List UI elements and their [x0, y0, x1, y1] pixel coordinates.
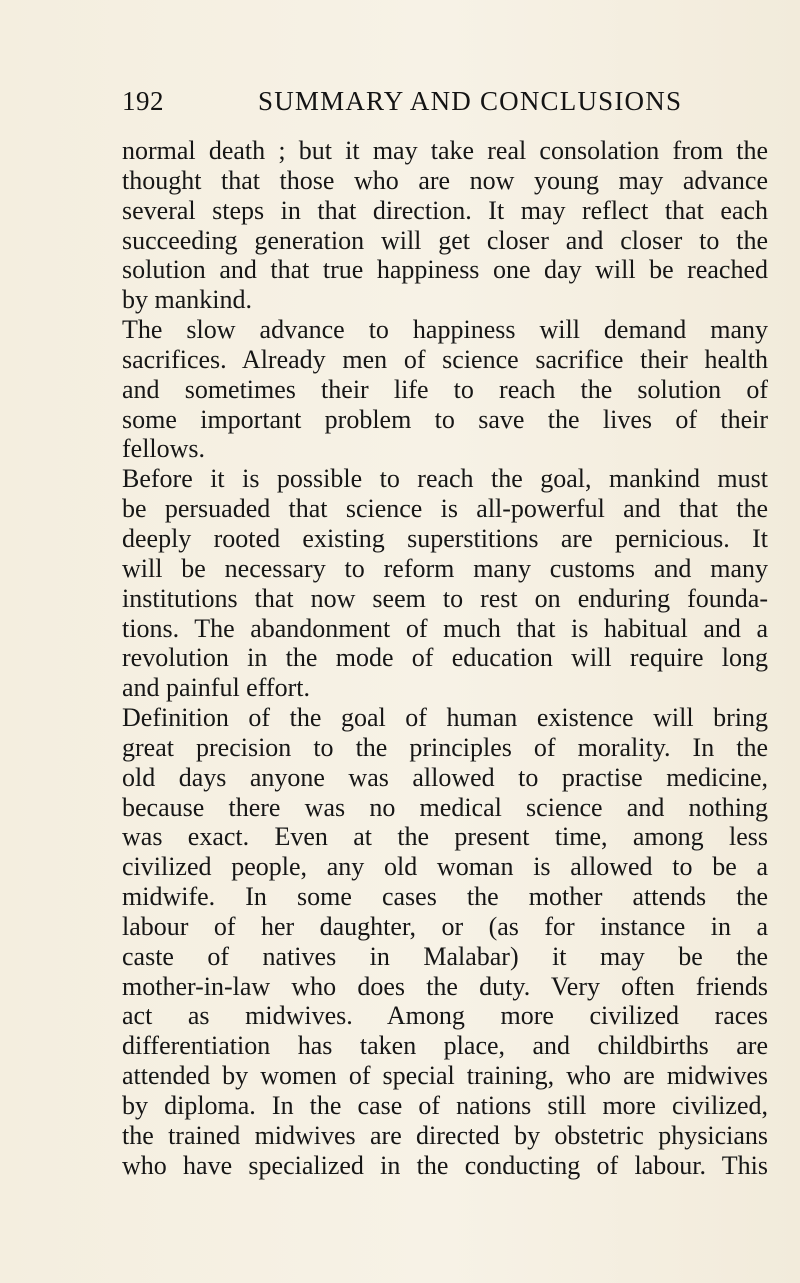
- text-line: civilized people, any old woman is allowed to be a: [122, 852, 768, 882]
- text-line: and painful effort.: [122, 673, 310, 703]
- text-line: differentiation has taken place, and childbirths are: [122, 1031, 768, 1061]
- text-line: The slow advance to happiness will demand many: [122, 315, 768, 345]
- page-header: [122, 86, 772, 126]
- running-title: SUMMARY AND CONCLUSIONS: [258, 86, 683, 116]
- text-line: deeply rooted existing superstitions are pernicious. It: [122, 523, 768, 553]
- text-line: sacrifices. Already men of science sacrifice their health: [122, 344, 768, 374]
- text-line: labour of her daughter, or (as for instance in a: [122, 911, 768, 941]
- text-line: act as midwives. Among more civilized races: [122, 1001, 768, 1031]
- text-line: great precision to the principles of morality. In the: [122, 732, 768, 762]
- text-line: will be necessary to reform many customs and many: [122, 553, 768, 583]
- text-line: by diploma. In the case of nations still more civilized,: [122, 1091, 768, 1120]
- text-line: several steps in that direction. It may reflect that each: [122, 195, 768, 225]
- text-line: who have specialized in the conducting of labour. This: [122, 1150, 768, 1180]
- body-text: [122, 136, 768, 1181]
- text-line: tions. The abandonment of much that is habitual and a: [122, 613, 768, 643]
- text-line: revolution in the mode of education will require long: [122, 643, 768, 673]
- text-line: institutions that now seem to rest on enduring founda-: [122, 583, 768, 613]
- page-number: 192: [122, 86, 164, 116]
- text-line: Definition of the goal of human existence will bring: [122, 703, 768, 733]
- text-line: by mankind.: [122, 285, 252, 315]
- text-line: old days anyone was allowed to practise medicine,: [122, 762, 768, 792]
- text-line: be persuaded that science is all-powerful and that the: [122, 494, 768, 524]
- text-line: mother-in-law who does the duty. Very often friends: [122, 971, 768, 1001]
- text-line: the trained midwives are directed by obstetric physicians: [122, 1120, 768, 1150]
- text-line: because there was no medical science and nothing: [122, 792, 768, 822]
- text-line: solution and that true happiness one day will be reached: [122, 255, 768, 285]
- text-line: midwife. In some cases the mother attends the: [122, 882, 768, 912]
- text-line: thought that those who are now young may advance: [122, 165, 768, 195]
- text-line: attended by women of special training, who are midwives: [122, 1061, 768, 1091]
- text-line: normal death ; but it may take real consolation from the: [122, 136, 768, 165]
- text-line: succeeding generation will get closer and closer to the: [122, 225, 768, 255]
- text-line: some important problem to save the lives of their: [122, 404, 768, 434]
- text-line: fellows.: [122, 434, 206, 464]
- text-line: and sometimes their life to reach the solution of: [122, 374, 768, 404]
- text-line: was exact. Even at the present time, among less: [122, 822, 768, 852]
- text-line: Before it is possible to reach the goal, mankind must: [122, 464, 768, 494]
- text-line: caste of natives in Malabar) it may be the: [122, 941, 768, 971]
